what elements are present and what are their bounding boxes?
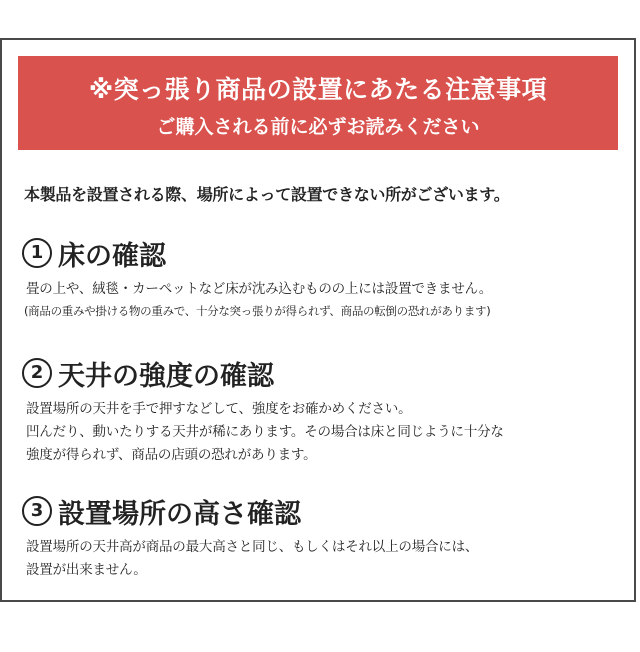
section-heading <box>22 356 622 390</box>
section-heading <box>22 236 622 270</box>
section-line: 畳の上や、絨毯・カーペットなど床が沈み込むものの上には設置できません。 <box>26 281 493 297</box>
section-title: 床の確認 <box>58 240 166 272</box>
section-note: (商品の重みや掛ける物の重みで、十分な突っ張りが得られず、商品の転倒の恐れがあります) <box>24 304 491 318</box>
circled-number: 1 <box>22 238 52 268</box>
section-heading <box>22 494 622 528</box>
section-line: 凹んだり、動いたりする天井が稀にあります。その場合は床と同じように十分な <box>26 424 504 440</box>
section-line: 設置が出来ません。 <box>26 562 147 578</box>
section-title: 設置場所の高さ確認 <box>58 498 301 530</box>
notice-frame <box>0 38 636 602</box>
banner-subtitle: ご購入される前に必ずお読みください <box>156 116 480 138</box>
circled-number: 2 <box>22 358 52 388</box>
section-line: 設置場所の天井高が商品の最大高さと同じ、もしくはそれ以上の場合には、 <box>26 539 479 555</box>
section-title: 天井の強度の確認 <box>58 360 274 392</box>
circled-number: 3 <box>22 496 52 526</box>
banner-title: ※突っ張り商品の設置にあたる注意事項 <box>88 75 548 104</box>
section-line: 設置場所の天井を手で押すなどして、強度をお確かめください。 <box>26 401 412 417</box>
warning-banner <box>18 56 618 150</box>
section-line: 強度が得られず、商品の店頭の恐れがあります。 <box>26 447 317 463</box>
intro-text: 本製品を設置される際、場所によって設置できない所がございます。 <box>24 185 510 204</box>
section-ceiling-strength <box>22 356 622 467</box>
section-floor <box>22 236 622 321</box>
section-height <box>22 494 622 582</box>
